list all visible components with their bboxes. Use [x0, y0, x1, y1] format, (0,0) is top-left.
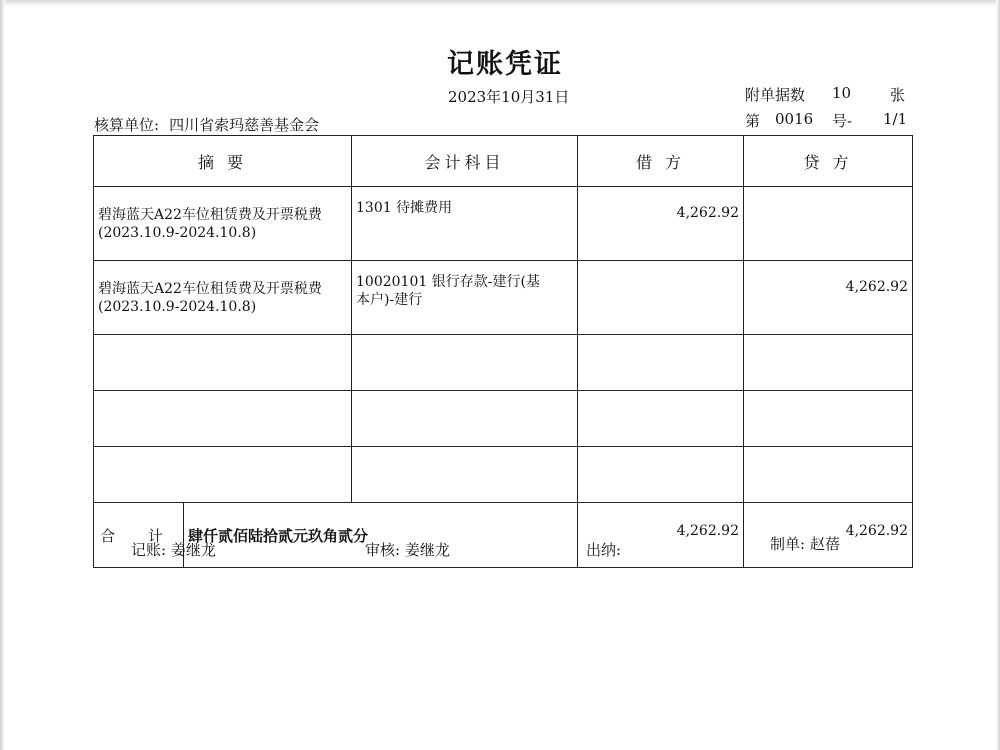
cashier-signature	[586, 539, 621, 560]
entry-account-line: 10020101 银行存款-建行(基	[356, 274, 540, 290]
empty-cell	[352, 447, 578, 503]
entry-debit: 4,262.92	[578, 187, 744, 261]
reviewer-name: 姜继龙	[404, 541, 450, 559]
entry-credit: 4,262.92	[744, 261, 913, 335]
scan-edge	[996, 0, 1000, 750]
entry-account	[352, 187, 578, 261]
empty-row	[94, 335, 913, 391]
entry-account-line: 本户)-建行	[356, 292, 423, 308]
empty-cell	[744, 391, 913, 447]
accounting-unit-name: 四川省索玛慈善基金会	[169, 116, 320, 134]
header-summary: 摘 要	[94, 136, 352, 187]
entry-summary-line: (2023.10.9-2024.10.8)	[98, 298, 257, 315]
entry-summary-line: 碧海蓝天A22车位租赁费及开票税费	[98, 280, 322, 297]
voucher-number-value: 0016	[775, 110, 814, 128]
entry-debit	[578, 261, 744, 335]
total-label: 合 计	[94, 503, 184, 568]
cashier-label: 出纳:	[586, 541, 622, 559]
table-row	[94, 187, 913, 261]
reviewer-signature	[365, 539, 450, 560]
table-row	[94, 261, 913, 335]
empty-cell	[744, 335, 913, 391]
preparer-name: 赵蓓	[809, 535, 840, 553]
bookkeeper-label: 记账:	[131, 541, 167, 559]
voucher-date: 2023年10月31日	[448, 88, 570, 106]
attachment-number: 10	[832, 84, 852, 102]
total-amount-in-words: 肆仟贰佰陆拾贰元玖角贰分	[184, 503, 578, 568]
voucher-number-suffix: 号-	[832, 112, 853, 130]
voucher-number-prefix: 第	[745, 112, 761, 130]
header-account: 会计科目	[352, 136, 578, 187]
scan-edge	[0, 0, 1000, 6]
empty-cell	[352, 335, 578, 391]
empty-cell	[578, 447, 744, 503]
total-debit: 4,262.92	[578, 503, 744, 568]
preparer-label: 制单:	[770, 535, 806, 553]
empty-cell	[744, 447, 913, 503]
voucher-title: 记账凭证	[447, 49, 563, 80]
reviewer-label: 审核:	[365, 541, 401, 559]
entry-summary-line: (2023.10.9-2024.10.8)	[98, 224, 257, 241]
empty-cell	[94, 391, 352, 447]
header-credit: 贷 方	[744, 136, 913, 187]
attachment-unit: 张	[890, 86, 906, 104]
header-debit: 借 方	[578, 136, 744, 187]
voucher-table	[93, 135, 913, 568]
empty-row	[94, 391, 913, 447]
empty-cell	[578, 391, 744, 447]
entry-account-line: 1301 待摊费用	[356, 200, 453, 216]
entry-summary-line: 碧海蓝天A22车位租赁费及开票税费	[98, 206, 322, 223]
table-header-row	[94, 136, 913, 187]
entry-credit	[744, 187, 913, 261]
entry-account	[352, 261, 578, 335]
bookkeeper-name: 姜继龙	[170, 541, 216, 559]
bookkeeper-signature	[131, 539, 216, 560]
accounting-unit-label: 核算单位:	[94, 116, 160, 134]
empty-row	[94, 447, 913, 503]
entry-summary	[94, 261, 352, 335]
empty-cell	[94, 447, 352, 503]
accounting-unit	[94, 114, 319, 135]
voucher-page: 1/1	[883, 110, 908, 128]
empty-cell	[578, 335, 744, 391]
entry-summary	[94, 187, 352, 261]
attachment-label: 附单据数	[745, 86, 806, 104]
preparer-signature	[770, 533, 840, 554]
empty-cell	[352, 391, 578, 447]
total-credit: 4,262.92	[744, 503, 913, 568]
empty-cell	[94, 335, 352, 391]
scan-edge	[0, 0, 5, 750]
